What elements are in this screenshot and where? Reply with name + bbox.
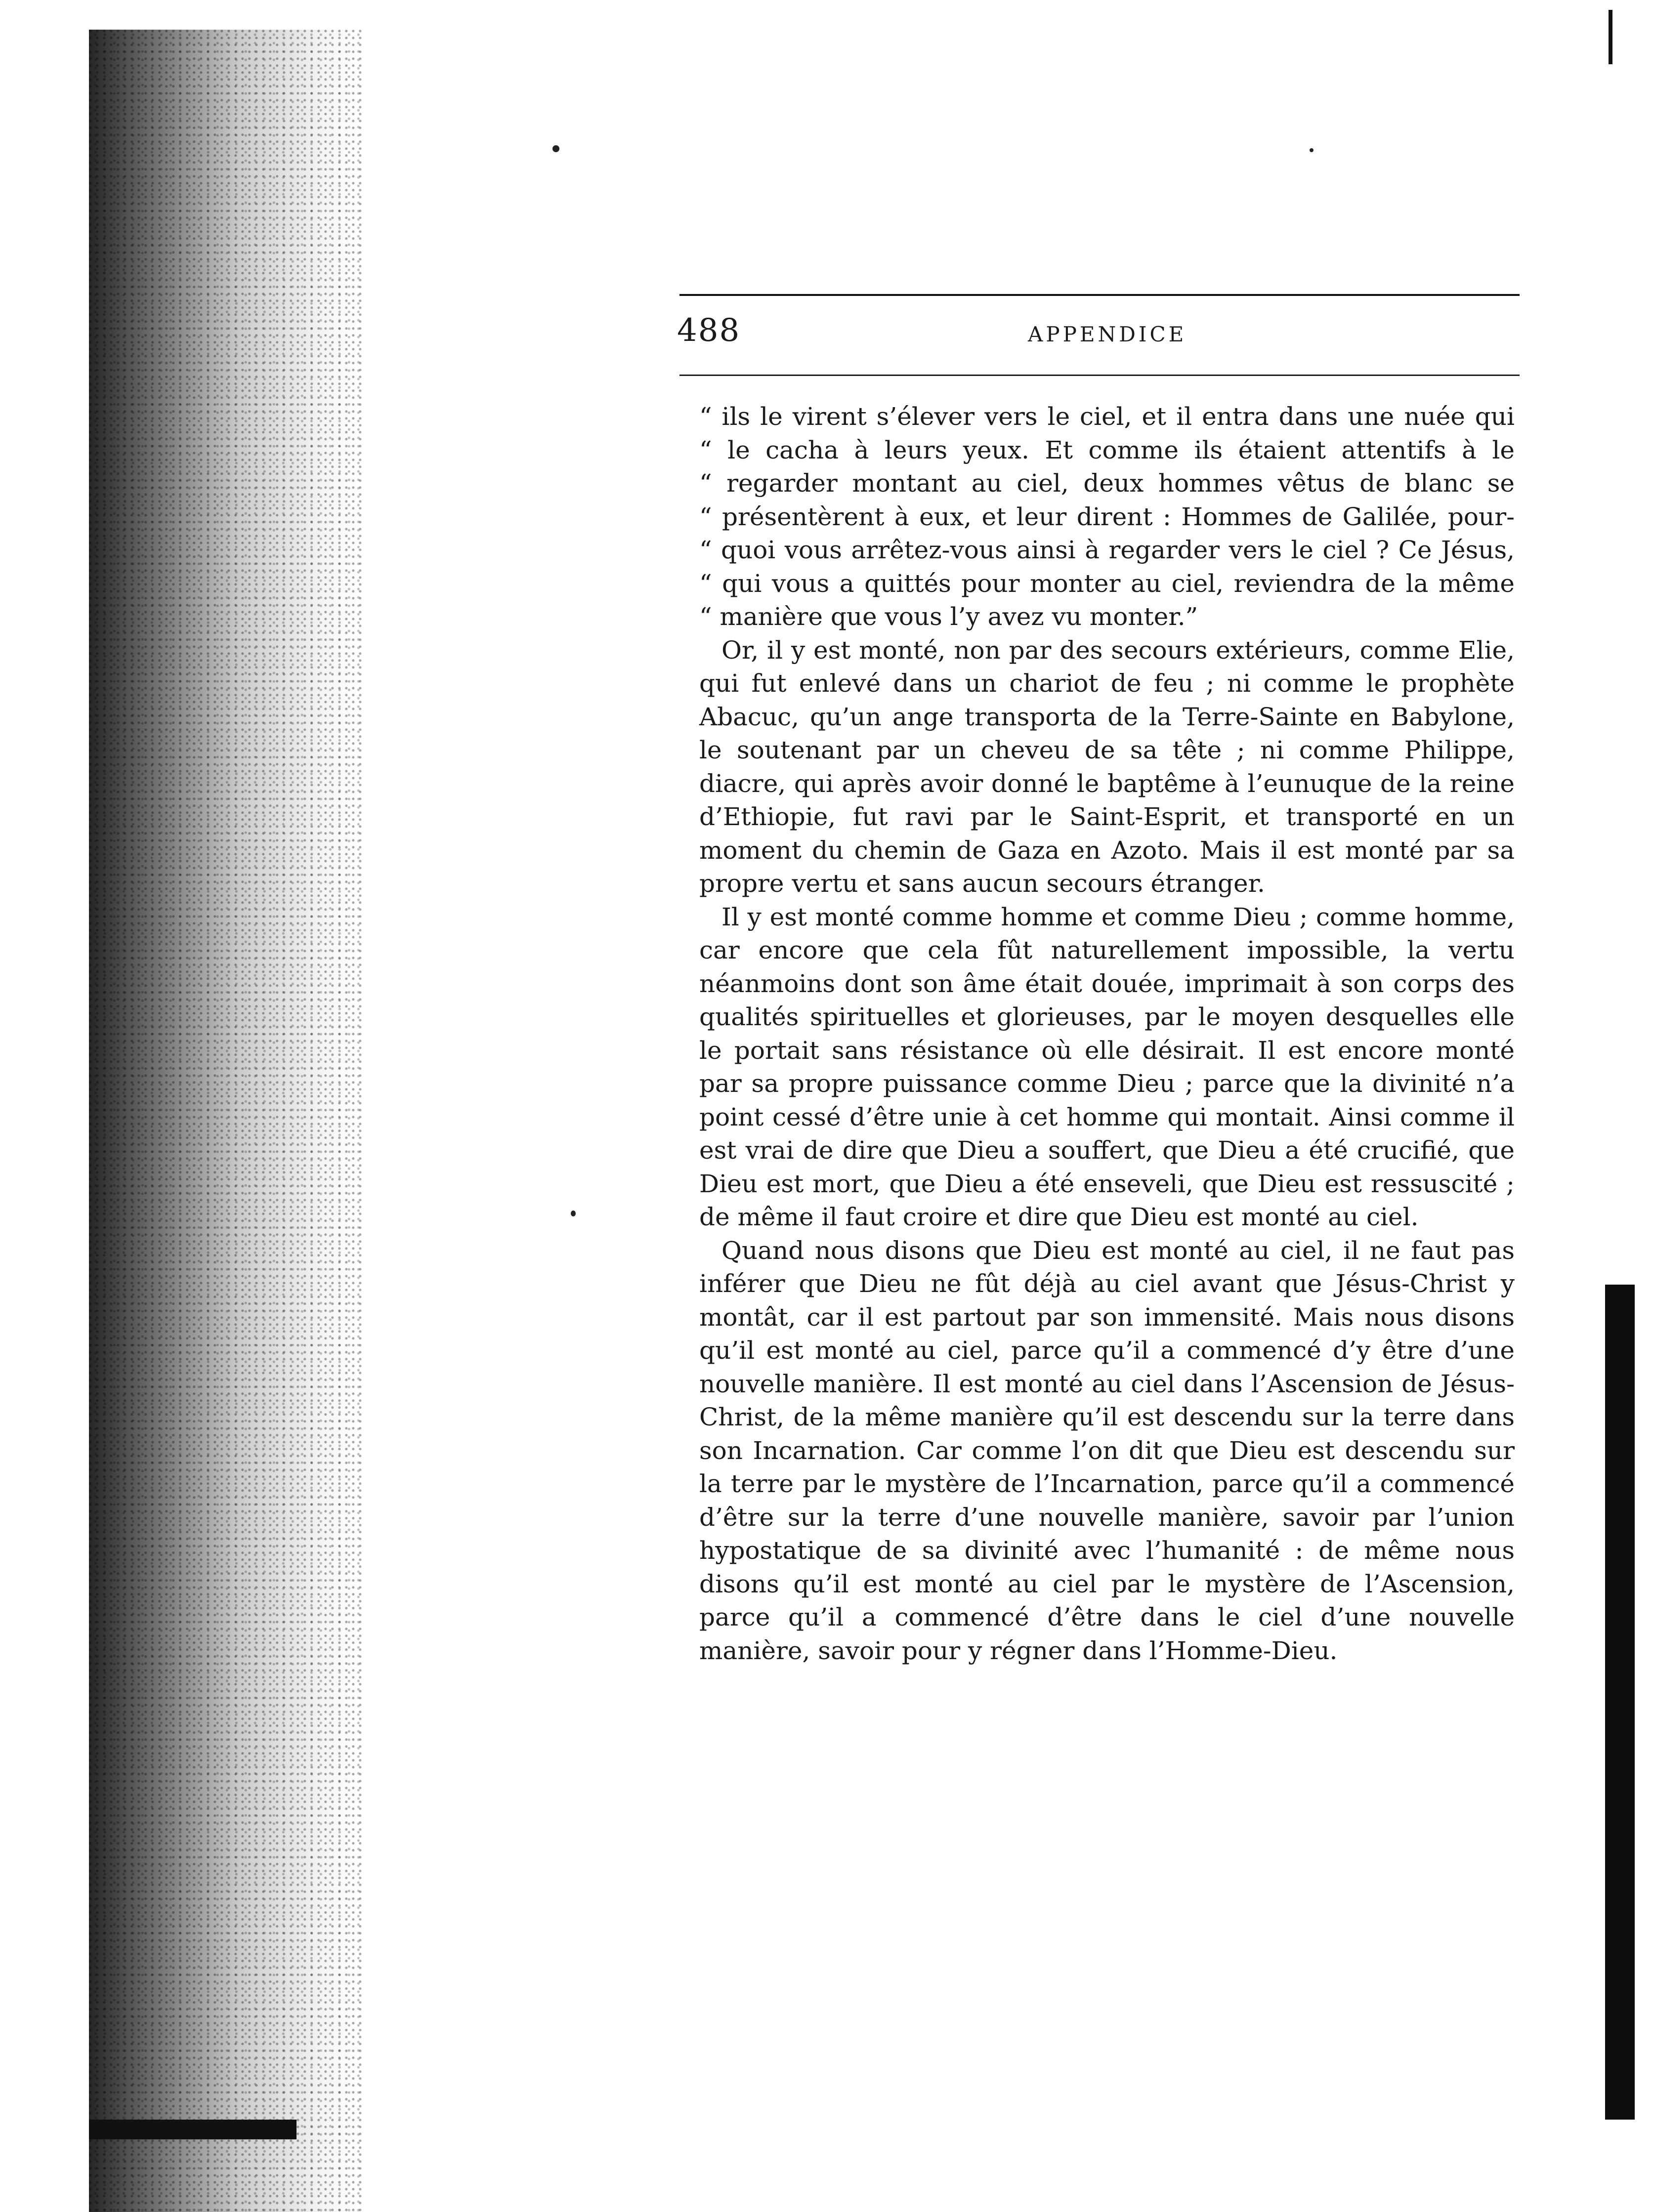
paragraph: Il y est monté comme homme et comme Dieu ; comme homme, car encore que cela fût naturellement impossible, la vertu néanmoins dont son âme était douée, imprimait à son corps des qualités spirituelles et glorieuses, par le moyen desquelles elle le portait sans résistance où elle désirait. Il est encore monté par sa propre puissance comme Dieu ; parce que la divinité n’a point cessé d’être unie à cet homme qui montait. Ainsi comme il est vrai de dire que Dieu a souffert, que Dieu a été crucifié, que Dieu est mort, que Dieu a été enseveli, que Dieu est ressuscité ; de même il faut croire et dire que Dieu est monté au ciel. — [699, 902, 1515, 1231]
quotation-line: “ le cacha à leurs yeux. Et comme ils étaient attentifs à le — [699, 435, 1515, 464]
scan-speck — [552, 145, 559, 152]
quotation-line: “ manière que vous l’y avez vu monter.” — [699, 602, 1198, 631]
header-rule-top — [679, 294, 1520, 296]
running-head: APPENDICE — [1028, 322, 1187, 346]
page-body — [699, 400, 1515, 1668]
scan-right-edge-bar — [1605, 1285, 1635, 2120]
quotation-line: “ qui vous a quittés pour monter au ciel, reviendra de la même — [699, 569, 1515, 598]
quotation-block — [699, 400, 1515, 634]
scan-gutter-edge — [89, 2120, 297, 2139]
paragraph: Or, il y est monté, non par des secours extérieurs, comme Elie, qui fut enlevé dans un chariot de feu ; ni comme le prophète Abacuc, qu’un ange transporta de la Terre-Sainte en Babylone, le soutenant par un cheveu de sa tête ; ni comme Philippe, diacre, qui après avoir donné le baptême à l’eunuque de la reine d’Ethiopie, fut ravi par le Saint-Esprit, et transporté en un moment du chemin de Gaza en Azoto. Mais il est monté par sa propre vertu et sans aucun secours étranger. — [699, 635, 1515, 898]
quotation-line: “ présentèrent à eux, et leur dirent : Hommes de Galilée, pour- — [699, 502, 1515, 531]
quotation-line: “ ils le virent s’élever vers le ciel, et il entra dans une nuée qui — [699, 402, 1515, 431]
scan-speck — [1310, 148, 1314, 152]
page-number: 488 — [677, 312, 741, 349]
paragraph: Quand nous disons que Dieu est monté au ciel, il ne faut pas inférer que Dieu ne fût déjà au ciel avant que Jésus-Christ y montât, car il est partout par son immensité. Mais nous disons qu’il est monté au ciel, parce qu’il a commencé d’y être d’une nouvelle manière. Il est monté au ciel dans l’Ascension de Jésus-Christ, de la même manière qu’il est descendu sur la terre dans son Incarnation. Car comme l’on dit que Dieu est descendu sur la terre par le mystère de l’Incarnation, parce qu’il a commencé d’être sur la terre d’une nouvelle manière, savoir par l’union hypostatique de sa divinité avec l’humanité : de même nous disons qu’il est monté au ciel par le mystère de l’Ascension, parce qu’il a commencé d’être dans le ciel d’une nouvelle manière, savoir pour y régner dans l’Homme-Dieu. — [699, 1236, 1515, 1665]
header-rule-bottom — [679, 375, 1520, 376]
quotation-line: “ regarder montant au ciel, deux hommes vêtus de blanc se — [699, 469, 1515, 498]
scan-speck — [571, 1210, 576, 1216]
quotation-line: “ quoi vous arrêtez-vous ainsi à regarder vers le ciel ? Ce Jésus, — [699, 536, 1515, 564]
scan-right-edge-mark — [1609, 10, 1612, 64]
scan-gutter-shadow — [89, 30, 366, 2212]
